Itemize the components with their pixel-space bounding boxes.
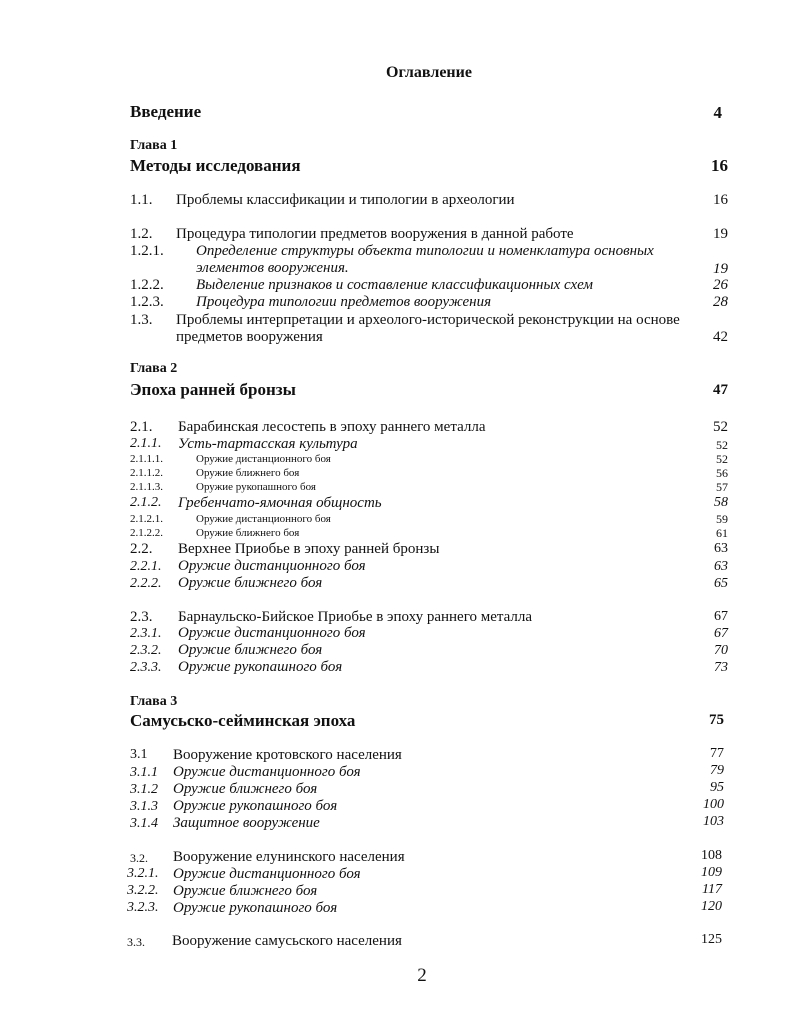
toc-page: 103 xyxy=(703,814,724,829)
toc-text: Оружие дистанционного боя xyxy=(173,764,361,780)
toc-num: 2.1.2.2. xyxy=(130,527,163,539)
toc-text: Процедура типологии предметов вооружения в данной работе xyxy=(176,226,574,242)
toc-page: 19 xyxy=(713,261,728,277)
toc-num: 2.1.1.3. xyxy=(130,481,163,493)
toc-num: 2.1. xyxy=(130,419,153,435)
toc-text: Оружие рукопашного боя xyxy=(178,659,343,675)
page-number: 2 xyxy=(417,965,427,986)
toc-text: Проблемы интерпретации и археолого-исторической реконструкции на основе xyxy=(176,312,680,328)
toc-text: Оружие дистанционного боя xyxy=(196,513,331,525)
toc-num: 3.1.2 xyxy=(130,782,158,797)
toc-num: 2.2.1. xyxy=(130,559,162,574)
toc-num: 2.1.2.1. xyxy=(130,513,163,525)
toc-page: 61 xyxy=(716,526,728,540)
toc-text: Процедура типологии предметов вооружения xyxy=(196,294,492,310)
toc-num: 3.1.4 xyxy=(130,816,158,831)
toc-num: 2.3.1. xyxy=(130,626,162,641)
toc-text: Оружие дистанционного боя xyxy=(196,453,331,465)
toc-page: 42 xyxy=(713,329,728,345)
toc-text: Оружие рукопашного боя xyxy=(196,481,316,493)
ch1-title: Методы исследования xyxy=(130,156,301,175)
toc-text: Оружие ближнего боя xyxy=(173,883,318,899)
toc-text: Выделение признаков и составление классификационных схем xyxy=(196,277,594,293)
toc-page: 57 xyxy=(716,480,728,494)
toc-text: Оружие ближнего боя xyxy=(178,642,323,658)
toc-page: 59 xyxy=(716,512,728,526)
ch2-title: Эпоха ранней бронзы xyxy=(130,380,296,399)
toc-text: Проблемы классификации и типологии в археологии xyxy=(176,192,515,208)
toc-num: 3.1.1 xyxy=(130,765,158,780)
toc-num: 3.2. xyxy=(130,851,148,865)
toc-text: Оружие рукопашного боя xyxy=(173,900,338,916)
toc-num: 3.2.1. xyxy=(127,866,159,881)
toc-num: 1.3. xyxy=(130,312,153,328)
ch3-page: 75 xyxy=(709,712,724,728)
toc-page: 73 xyxy=(714,660,728,675)
toc-page: 26 xyxy=(713,277,728,293)
toc-text: Усть-тартасская культура xyxy=(178,436,358,452)
toc-page: 28 xyxy=(713,294,728,310)
toc-num: 1.2. xyxy=(130,226,153,242)
toc-page: 125 xyxy=(701,932,722,947)
toc-text: Оружие дистанционного боя xyxy=(178,558,366,574)
toc-num: 3.2.3. xyxy=(127,900,159,915)
toc-page: 19 xyxy=(713,226,728,242)
toc-page: 79 xyxy=(710,763,724,778)
toc-page: 63 xyxy=(714,541,728,556)
toc-num: 1.2.3. xyxy=(130,294,164,310)
toc-page: 52 xyxy=(716,452,728,466)
toc-text: Гребенчато-ямочная общность xyxy=(178,495,382,511)
toc-text: Вооружение кротовского населения xyxy=(173,747,402,763)
toc-num: 2.1.2. xyxy=(130,495,162,510)
toc-num: 1.2.1. xyxy=(130,243,164,259)
ch3-title: Самусьско-сейминская эпоха xyxy=(130,711,356,730)
toc-num: 2.3.2. xyxy=(130,643,162,658)
ch3-heading: Глава 3 xyxy=(130,694,178,709)
toc-text-continued: элементов вооружения. xyxy=(196,260,349,276)
toc-text: Оружие ближнего боя xyxy=(196,467,300,479)
toc-num: 2.1.1. xyxy=(130,436,162,451)
toc-num: 1.2.2. xyxy=(130,277,164,293)
toc-text-continued: предметов вооружения xyxy=(176,329,323,345)
toc-page: 117 xyxy=(702,882,722,897)
ch2-page: 47 xyxy=(713,382,728,398)
toc-page: 108 xyxy=(701,848,722,863)
ch1-page: 16 xyxy=(711,156,728,175)
toc-text: Оружие рукопашного боя xyxy=(173,798,338,814)
toc-page: 109 xyxy=(701,865,722,880)
toc-text: Вооружение самусьского населения xyxy=(172,933,402,949)
toc-text: Вооружение елунинского населения xyxy=(173,849,405,865)
toc-num: 3.3. xyxy=(127,935,145,949)
toc-page: 65 xyxy=(714,576,728,591)
toc-page: 63 xyxy=(714,559,728,574)
toc-page: 52 xyxy=(713,419,728,435)
toc-page: 100 xyxy=(703,797,724,812)
toc-page: 95 xyxy=(710,780,724,795)
toc-text: Оружие дистанционного боя xyxy=(178,625,366,641)
toc-num: 3.1.3 xyxy=(130,799,158,814)
toc-text: Оружие ближнего боя xyxy=(196,527,300,539)
toc-num: 2.2. xyxy=(130,541,153,557)
toc-text: Оружие дистанционного боя xyxy=(173,866,361,882)
toc-text: Определение структуры объекта типологии и номенклатура основных xyxy=(196,243,654,259)
toc-num: 2.1.1.2. xyxy=(130,467,163,479)
page-title: Оглавление xyxy=(386,64,472,81)
toc-page: 67 xyxy=(714,626,728,641)
toc-num: 3.1 xyxy=(130,747,148,762)
toc-text: Оружие ближнего боя xyxy=(178,575,323,591)
toc-page: 70 xyxy=(714,643,728,658)
toc-text: Оружие ближнего боя xyxy=(173,781,318,797)
toc-text: Защитное вооружение xyxy=(173,815,320,831)
intro-label: Введение xyxy=(130,102,202,121)
toc-page: 67 xyxy=(714,609,728,624)
toc-num: 1.1. xyxy=(130,192,153,208)
toc-page: 77 xyxy=(710,746,724,761)
toc-num: 2.2.2. xyxy=(130,576,162,591)
toc-num: 3.2.2. xyxy=(127,883,159,898)
toc-page: 120 xyxy=(701,899,722,914)
toc-page: 16 xyxy=(713,192,728,208)
intro-page: 4 xyxy=(713,103,722,122)
toc-num: 2.3. xyxy=(130,609,153,625)
toc-num: 2.1.1.1. xyxy=(130,453,163,465)
toc-num: 2.3.3. xyxy=(130,660,162,675)
toc-text: Барабинская лесостепь в эпоху раннего металла xyxy=(178,419,486,435)
ch1-heading: Глава 1 xyxy=(130,138,178,153)
toc-page: 58 xyxy=(714,495,728,510)
toc-text: Барнаульско-Бийское Приобье в эпоху раннего металла xyxy=(178,609,533,625)
toc-text: Верхнее Приобье в эпоху ранней бронзы xyxy=(178,541,440,557)
toc-page: 52 xyxy=(716,438,728,452)
toc-page: 56 xyxy=(716,466,728,480)
ch2-heading: Глава 2 xyxy=(130,361,178,376)
